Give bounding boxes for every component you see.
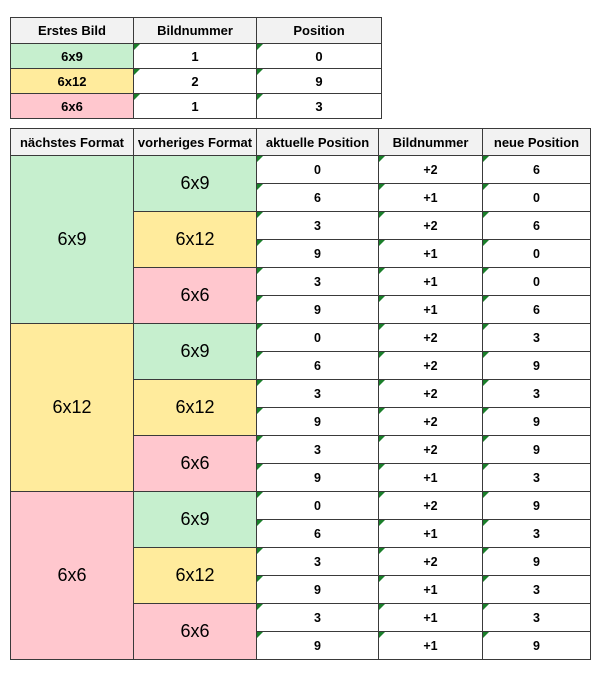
current-position-cell[interactable]: 9	[257, 408, 379, 436]
bildnummer-cell[interactable]: +2	[379, 380, 483, 408]
new-position-cell[interactable]: 9	[483, 548, 591, 576]
current-position-cell[interactable]: 9	[257, 464, 379, 492]
bildnummer-cell[interactable]: +1	[379, 632, 483, 660]
table-row	[11, 94, 382, 119]
header-position: Position	[257, 18, 382, 44]
previous-format-cell[interactable]: 6x12	[134, 212, 257, 268]
new-position-cell[interactable]: 0	[483, 184, 591, 212]
new-position-cell[interactable]: 9	[483, 492, 591, 520]
bildnummer-cell[interactable]: +2	[379, 212, 483, 240]
current-position-cell[interactable]: 9	[257, 632, 379, 660]
bildnummer-cell[interactable]: +2	[379, 352, 483, 380]
current-position-cell[interactable]: 6	[257, 184, 379, 212]
bildnummer-cell[interactable]: +1	[379, 268, 483, 296]
bildnummer-cell[interactable]: +1	[379, 604, 483, 632]
format-cell[interactable]: 6x9	[11, 44, 134, 69]
next-format-cell[interactable]: 6x6	[11, 492, 134, 660]
new-position-cell[interactable]: 3	[483, 576, 591, 604]
table-row	[11, 44, 382, 69]
current-position-cell[interactable]: 9	[257, 296, 379, 324]
bildnummer-cell[interactable]: 1	[134, 94, 257, 119]
previous-format-cell[interactable]: 6x6	[134, 604, 257, 660]
current-position-cell[interactable]: 0	[257, 156, 379, 184]
current-position-cell[interactable]: 9	[257, 576, 379, 604]
bildnummer-cell[interactable]: +2	[379, 324, 483, 352]
bildnummer-cell[interactable]: +1	[379, 184, 483, 212]
bildnummer-cell[interactable]: +1	[379, 520, 483, 548]
new-position-cell[interactable]: 3	[483, 464, 591, 492]
bildnummer-cell[interactable]: 2	[134, 69, 257, 94]
previous-format-cell[interactable]: 6x6	[134, 436, 257, 492]
new-position-cell[interactable]: 6	[483, 212, 591, 240]
current-position-cell[interactable]: 3	[257, 380, 379, 408]
new-position-cell[interactable]: 9	[483, 632, 591, 660]
current-position-cell[interactable]: 0	[257, 324, 379, 352]
current-position-cell[interactable]: 3	[257, 268, 379, 296]
previous-format-cell[interactable]: 6x9	[134, 324, 257, 380]
header-aktuelle-position: aktuelle Position	[257, 129, 379, 156]
bildnummer-cell[interactable]: +1	[379, 240, 483, 268]
position-cell[interactable]: 0	[257, 44, 382, 69]
bildnummer-cell[interactable]: +2	[379, 492, 483, 520]
new-position-cell[interactable]: 3	[483, 604, 591, 632]
bildnummer-cell[interactable]: +1	[379, 296, 483, 324]
table-row	[11, 492, 591, 520]
header-bildnummer: Bildnummer	[134, 18, 257, 44]
new-position-cell[interactable]: 6	[483, 156, 591, 184]
new-position-cell[interactable]: 3	[483, 380, 591, 408]
new-position-cell[interactable]: 9	[483, 408, 591, 436]
format-cell[interactable]: 6x12	[11, 69, 134, 94]
header-naechstes-format: nächstes Format	[11, 129, 134, 156]
current-position-cell[interactable]: 9	[257, 240, 379, 268]
table-row	[11, 324, 591, 352]
current-position-cell[interactable]: 3	[257, 548, 379, 576]
new-position-cell[interactable]: 3	[483, 324, 591, 352]
current-position-cell[interactable]: 6	[257, 520, 379, 548]
current-position-cell[interactable]: 0	[257, 492, 379, 520]
format-cell[interactable]: 6x6	[11, 94, 134, 119]
previous-format-cell[interactable]: 6x9	[134, 156, 257, 212]
previous-format-cell[interactable]: 6x6	[134, 268, 257, 324]
previous-format-cell[interactable]: 6x12	[134, 380, 257, 436]
position-cell[interactable]: 9	[257, 69, 382, 94]
new-position-cell[interactable]: 0	[483, 268, 591, 296]
next-format-cell[interactable]: 6x12	[11, 324, 134, 492]
header-bildnummer: Bildnummer	[379, 129, 483, 156]
bildnummer-cell[interactable]: +2	[379, 408, 483, 436]
new-position-cell[interactable]: 0	[483, 240, 591, 268]
header-vorheriges-format: vorheriges Format	[134, 129, 257, 156]
header-erstes-bild: Erstes Bild	[11, 18, 134, 44]
transition-table	[10, 128, 591, 660]
current-position-cell[interactable]: 6	[257, 352, 379, 380]
previous-format-cell[interactable]: 6x12	[134, 548, 257, 604]
current-position-cell[interactable]: 3	[257, 212, 379, 240]
new-position-cell[interactable]: 9	[483, 352, 591, 380]
header-neue-position: neue Position	[483, 129, 591, 156]
new-position-cell[interactable]: 3	[483, 520, 591, 548]
bildnummer-cell[interactable]: +2	[379, 548, 483, 576]
table-row	[11, 69, 382, 94]
bildnummer-cell[interactable]: +1	[379, 576, 483, 604]
new-position-cell[interactable]: 6	[483, 296, 591, 324]
next-format-cell[interactable]: 6x9	[11, 156, 134, 324]
table-row	[11, 156, 591, 184]
previous-format-cell[interactable]: 6x9	[134, 492, 257, 548]
first-image-table	[10, 17, 382, 119]
bildnummer-cell[interactable]: +2	[379, 156, 483, 184]
new-position-cell[interactable]: 9	[483, 436, 591, 464]
current-position-cell[interactable]: 3	[257, 604, 379, 632]
bildnummer-cell[interactable]: 1	[134, 44, 257, 69]
current-position-cell[interactable]: 3	[257, 436, 379, 464]
bildnummer-cell[interactable]: +1	[379, 464, 483, 492]
bildnummer-cell[interactable]: +2	[379, 436, 483, 464]
position-cell[interactable]: 3	[257, 94, 382, 119]
